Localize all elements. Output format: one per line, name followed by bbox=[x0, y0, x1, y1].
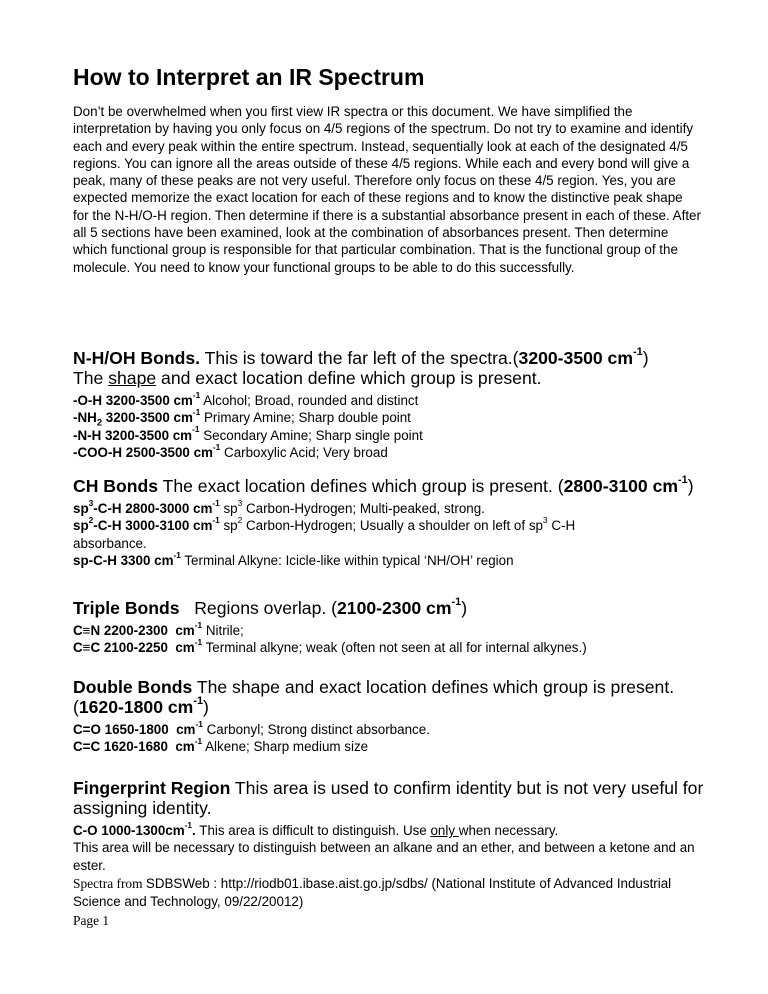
source-citation: Spectra from SDBSWeb : http://riodb01.ibase.aist.go.jp/sdbs/ (National Institute of Advanced Industrial Science and Technology, 09/22/20012) bbox=[73, 876, 672, 909]
section-fingerprint bbox=[73, 778, 713, 874]
section-ch bbox=[73, 473, 713, 569]
list-item: $-NH_2$ 3200-3500 $cm^{-1}$ Primary Amine; Sharp double point bbox=[73, 407, 411, 428]
section-nh-oh bbox=[73, 345, 713, 461]
list-item: $sp^2-C-H$ 3000-3100 $cm^{-1}$ $sp^2$ Carbon-Hydrogen; Usually a shoulder on left of $sp^3$ C-H bbox=[73, 515, 576, 534]
section-double-bonds bbox=[73, 677, 713, 756]
list-item: C≡C 2100-2250 $cm^{-1}$ Terminal alkyne; weak (often not seen at all for internal alkynes.) bbox=[73, 637, 587, 656]
list-item-continuation: absorbance. bbox=[73, 535, 147, 551]
fingerprint-note: This area will be necessary to distinguish between an alkane and an ether, and between a ketone and an ester. bbox=[73, 840, 695, 873]
list-item: -N-H 3200-3500 $cm^{-1}$ Secondary Amine; Sharp single point bbox=[73, 424, 423, 443]
list-item: -COO-H 2500-3500 $cm^{-1}$ Carboxylic Acid; Very broad bbox=[73, 441, 388, 460]
list-item: C=C 1620-1680 $cm^{-1}$ Alkene; Sharp medium size bbox=[73, 736, 369, 755]
section-heading: N-H/OH Bonds. This is toward the far left of the spectra.(3200-3500 $cm^{-1}$) bbox=[73, 345, 649, 368]
list-item: -O-H 3200-3500 $cm^{-1}$ Alcohol; Broad, rounded and distinct bbox=[73, 389, 419, 408]
section-heading: Fingerprint Region This area is used to confirm identity but is not very useful for assigning identity. bbox=[73, 778, 704, 818]
list-item: C=O 1650-1800 $cm^{-1}$ Carbonyl; Strong distinct absorbance. bbox=[73, 718, 430, 737]
list-item: C≡N 2200-2300 $cm^{-1}$ Nitrile; bbox=[73, 619, 244, 638]
section-triple-bonds bbox=[73, 595, 713, 657]
page-title: How to Interpret an IR Spectrum bbox=[73, 64, 425, 90]
intro-paragraph: Don’t be overwhelmed when you first view IR spectra or this document. We have simplified the interpretation by having you only focus on 4/5 regions of the spectrum. Do not try to examine and identify each and every peak within the entire spectrum. Instead, sequentially look at each of the designated 4/5 regions. You can ignore all the areas outside of these 4/5 regions. While each and every bond will give a peak, many of these peaks are not very useful. Therefore only focus on these 4/5 region. Yes, you are expected memorize the exact location for each of these regions and to know the distinctive peak shape for the N-H/O-H region. Then determine if there is a substantial absorbance present in each of these. After all 5 sections have been examined, look at the combination of absorbances present. Then determine which functional group is responsible for that particular combination. That is the functional group of the molecule. You need to know your functional groups to be able to do this successfully. bbox=[73, 104, 701, 275]
section-subheading: (1620-1800 $cm^{-1}$) bbox=[73, 694, 209, 717]
list-item: $sp^3-C-H$ 2800-3000 $cm^{-1}$ $sp^3$ Carbon-Hydrogen; Multi-peaked, strong. bbox=[73, 497, 485, 516]
section-heading: Triple Bonds Regions overlap. (2100-2300 $cm^{-1}$) bbox=[73, 595, 468, 618]
page-number: Page 1 bbox=[73, 913, 110, 928]
list-item: C-O $1000-1300cm^{-1}$. This area is difficult to distinguish. Use only when necessary. bbox=[73, 819, 559, 838]
section-heading: Double Bonds The shape and exact location defines which group is present. bbox=[73, 677, 675, 697]
list-item: sp-C-H 3300 $cm^{-1}$ Terminal Alkyne: Icicle-like within typical ‘NH/OH’ region bbox=[73, 549, 514, 568]
section-heading: CH Bonds The exact location defines which group is present. (2800-3100 $cm^{-1}$) bbox=[73, 473, 694, 496]
section-subheading: The shape and exact location define which group is present. bbox=[73, 368, 542, 388]
